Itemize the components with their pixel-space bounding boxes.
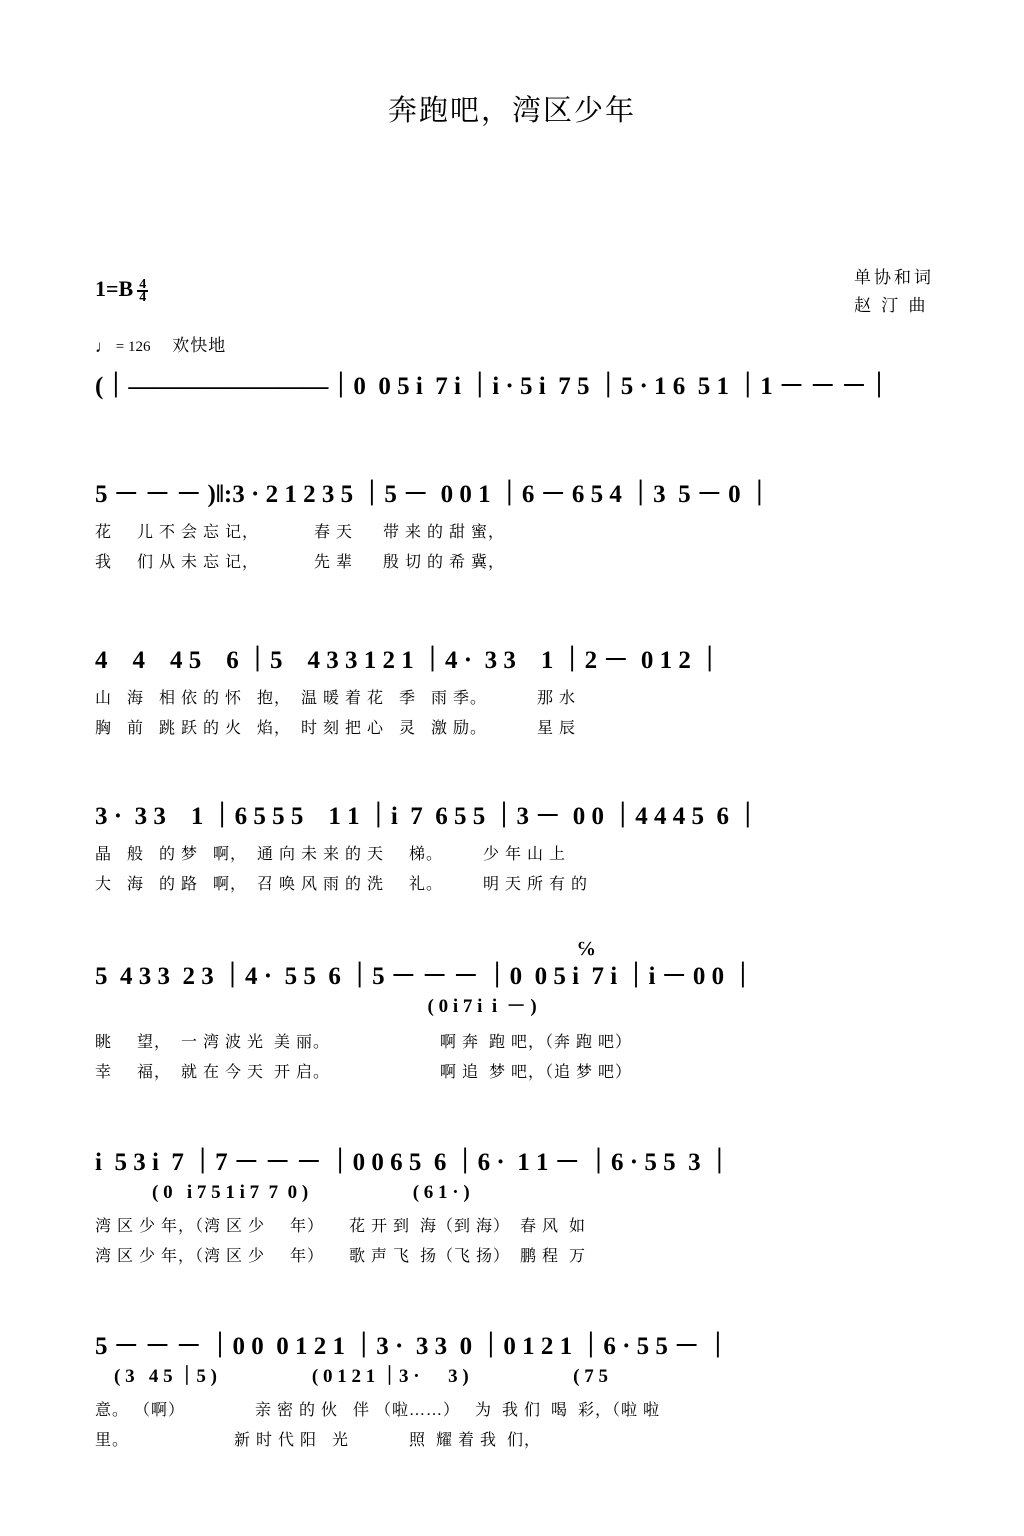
lyric-line-2: 湾 区 少 年，（湾 区 少 年） 歌 声 飞 扬（飞 扬） 鹏 程 万 bbox=[95, 1248, 587, 1265]
lyric-line-1: 意。 （啊） 亲 密 的 伙 伴 （啦……） 为 我 们 喝 彩，（啦 啦 bbox=[95, 1402, 661, 1419]
lyric-line-2: 我 们 从 未 忘 记， 先 辈 殷 切 的 希 冀， bbox=[95, 554, 506, 571]
music-system-3 bbox=[0, 644, 1024, 744]
lyric-line-1: 花 儿 不 会 忘 记， 春 天 带 来 的 甜 蜜， bbox=[95, 524, 506, 541]
harmony-row: ( 3 4 5 ｜5 ) ( 0 1 2 1 ｜3 · 3 ) ( 7 5 bbox=[95, 1366, 608, 1387]
tempo-expression: 欢快地 bbox=[172, 336, 227, 355]
credits bbox=[854, 264, 934, 320]
lyric-line-2: 胸 前 跳 跃 的 火 焰， 时 刻 把 心 灵 激 励。 星 辰 bbox=[95, 720, 577, 737]
sheet-music-page bbox=[0, 88, 1024, 1536]
music-system-7 bbox=[0, 1330, 1024, 1456]
time-signature-bottom: 4 bbox=[139, 289, 147, 305]
note-row: (｜————————｜0 0 5 i 7 i ｜i · 5 i 7 5 ｜5 · 1 6 5 1 ｜1 － － －｜ bbox=[95, 373, 892, 400]
lyric-line-1: 眺 望， 一 湾 波 光 美 丽。 啊 奔 跑 吧，（奔 跑 吧） bbox=[95, 1034, 633, 1051]
tempo-value: = 126 bbox=[115, 339, 151, 355]
lyric-line-1: 湾 区 少 年，（湾 区 少 年） 花 开 到 海（到 海） 春 风 如 bbox=[95, 1218, 587, 1235]
lyric-line-2: 里。 新 时 代 阳 光 照 耀 着 我 们， bbox=[95, 1432, 542, 1449]
music-system-1 bbox=[0, 370, 1024, 404]
note-row: 4 4 4 5 6 ｜5 4 3 3 1 2 1 ｜4 · 3 3 1 ｜2 － 0 1 2 ｜ bbox=[95, 647, 723, 674]
time-signature bbox=[137, 276, 148, 305]
quarter-note-icon: ♩ bbox=[95, 337, 112, 356]
key-signature-text: 1=B bbox=[95, 276, 134, 301]
music-system-5 bbox=[0, 938, 1024, 1088]
music-system-4 bbox=[0, 800, 1024, 900]
lyric-line-2: 幸 福， 就 在 今 天 开 启。 啊 追 梦 吧，（追 梦 吧） bbox=[95, 1064, 633, 1081]
note-row: 3 · 3 3 1 ｜6 5 5 5 1 1 ｜i 7 6 5 5 ｜3 － 0 0 ｜4 4 4 5 6 ｜ bbox=[95, 803, 761, 830]
lyric-line-2: 大 海 的 路 啊， 召 唤 风 雨 的 洗 礼。 明 天 所 有 的 bbox=[95, 876, 589, 893]
page-title: 奔跑吧，湾区少年 bbox=[387, 95, 636, 127]
note-row: i 5 3 i 7 ｜7 － － － ｜0 0 6 5 6 ｜6 · 1 1 － ｜6 · 5 5 3 ｜ bbox=[95, 1149, 732, 1176]
harmony-row: ( 0 i 7 i i － ) bbox=[95, 996, 537, 1017]
music-system-2 bbox=[0, 478, 1024, 578]
segno-icon: ℅ bbox=[578, 938, 595, 960]
lyricist-credit: 单协和词 bbox=[854, 268, 934, 287]
lyric-line-1: 晶 般 的 梦 啊， 通 向 未 来 的 天 梯。 少 年 山 上 bbox=[95, 846, 567, 863]
note-row: 5 － － － ｜0 0 0 1 2 1 ｜3 · 3 3 0 ｜0 1 2 1 ｜6 · 5 5 － ｜ bbox=[95, 1333, 731, 1360]
harmony-row: ( 0 i 7 5 1 i 7 7 0 ) ( 6 1 · ) bbox=[95, 1182, 470, 1203]
composer-credit: 赵 汀 曲 bbox=[854, 296, 929, 315]
lyric-line-1: 山 海 相 依 的 怀 抱， 温 暖 着 花 季 雨 季。 那 水 bbox=[95, 690, 577, 707]
note-row: 5 4 3 3 2 3 ｜4 · 5 5 6 ｜5 － － － ｜0 0 5 i 7 i ｜i － 0 0 ｜ bbox=[95, 963, 756, 990]
music-system-6 bbox=[0, 1146, 1024, 1272]
tempo-marking bbox=[95, 331, 226, 356]
time-signature-top: 4 bbox=[139, 276, 147, 292]
key-signature bbox=[95, 276, 148, 303]
note-row: 5 － － － )‖:3 · 2 1 2 3 5 ｜5 － 0 0 1 ｜6 － 6 5 4 ｜3 5 － 0 ｜ bbox=[95, 481, 772, 508]
